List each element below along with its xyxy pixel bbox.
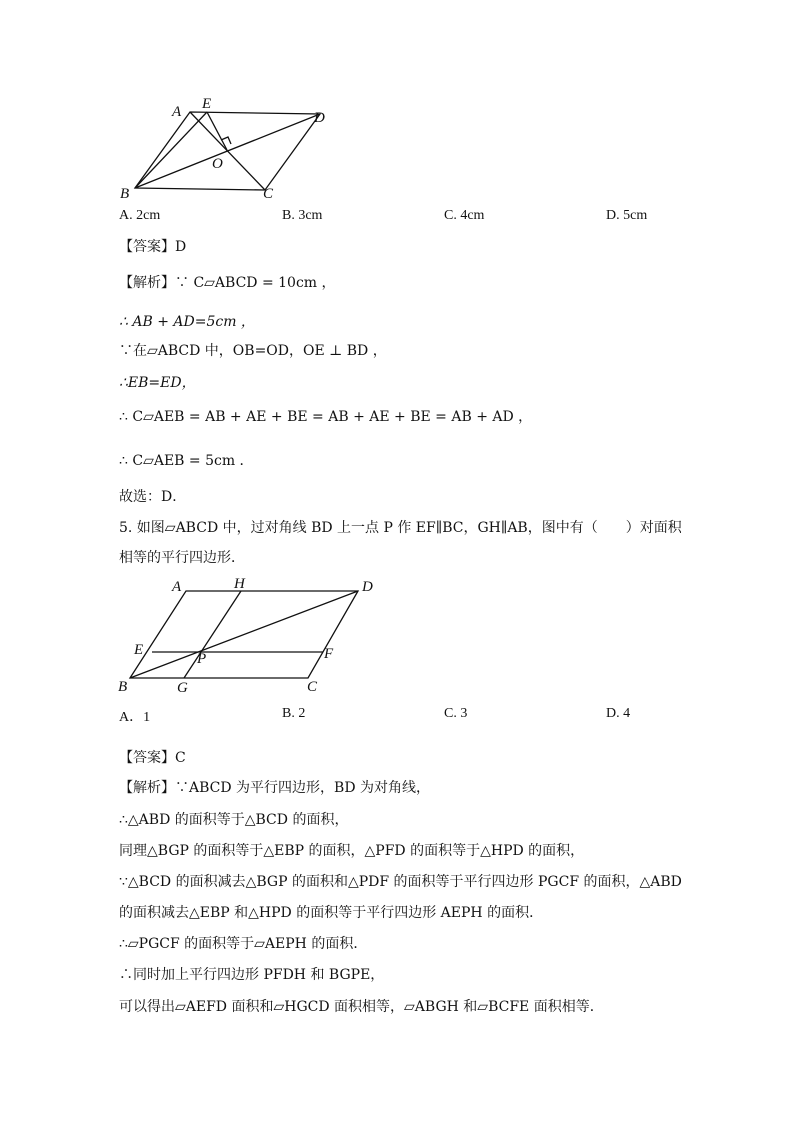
q5-analysis-line-5: 的面积减去△EBP 和△HPD 的面积等于平行四边形 AEPH 的面积．: [119, 905, 544, 921]
diagonal-ac: [190, 112, 265, 190]
q5-option-c: C. 3: [444, 706, 468, 721]
q4-analysis-line-3: ∵在▱ABCD 中，OB=OD，OE ⊥ BD ，: [119, 343, 387, 359]
label-o: O: [212, 156, 223, 172]
label-c: C: [263, 186, 274, 202]
figure-parallelogram-abcd-perpendicular: [110, 90, 360, 210]
q5-stem-line-2: 相等的平行四边形．: [119, 550, 245, 566]
label-b: B: [118, 679, 128, 695]
label-f: F: [324, 646, 334, 662]
q5-option-a: A．1: [119, 710, 151, 725]
q4-option-a: A. 2cm: [119, 208, 161, 223]
segment-oe: [207, 112, 227, 150]
label-a: A: [172, 104, 182, 120]
q5-option-d: D. 4: [606, 706, 631, 721]
q5-analysis-line-1: 【解析】∵ABCD 为平行四边形，BD 为对角线，: [119, 780, 431, 796]
q5-option-b: B. 2: [282, 706, 306, 721]
q4-analysis-line-1: 【解析】∵ C▱ABCD = 10cm ，: [119, 275, 336, 291]
q4-analysis-line-4: ∴EB=ED，: [119, 375, 196, 391]
label-e: E: [134, 642, 144, 658]
q4-option-d: D. 5cm: [606, 208, 648, 223]
label-c: C: [307, 679, 318, 695]
figure-parallelogram-efgh: [110, 574, 390, 698]
q4-analysis-line-2: ∴ AB + AD=5cm ，: [119, 314, 255, 330]
label-b: B: [120, 186, 130, 202]
label-e: E: [202, 96, 212, 112]
label-a: A: [172, 579, 182, 595]
label-g: G: [177, 680, 188, 696]
q5-stem-line-1: 5. 如图▱ABCD 中，过对角线 BD 上一点 P 作 EF∥BC，GH∥AB，图中有（ ）对面积: [119, 520, 682, 536]
q5-analysis-line-7: ∴同时加上平行四边形 PFDH 和 BGPE，: [119, 967, 385, 983]
q5-answer: 【答案】C: [119, 750, 186, 766]
q4-analysis-line-5: ∴ C▱AEB = AB + AE + BE = AB + AE + BE = AB + AD ，: [119, 409, 533, 425]
segment-gh: [184, 591, 241, 678]
q4-option-b: B. 3cm: [282, 208, 323, 223]
q5-analysis-line-6: ∴▱PGCF 的面积等于▱AEPH 的面积．: [119, 936, 368, 952]
q5-analysis-line-2: ∴△ABD 的面积等于△BCD 的面积，: [119, 812, 349, 828]
label-p: P: [197, 651, 207, 667]
q4-option-c: C. 4cm: [444, 208, 485, 223]
q5-analysis-line-4: ∵△BCD 的面积减去△BGP 的面积和△PDF 的面积等于平行四边形 PGCF 的面积，△ABD: [119, 874, 682, 890]
q4-analysis-line-6: ∴ C▱AEB = 5cm ．: [119, 453, 254, 469]
label-d: D: [362, 579, 373, 595]
diagonal-bd: [130, 591, 358, 678]
q5-analysis-line-8: 可以得出▱AEFD 面积和▱HGCD 面积相等，▱ABGH 和▱BCFE 面积相等．: [119, 999, 604, 1015]
q4-answer: 【答案】D: [119, 239, 187, 255]
q4-analysis-line-7: 故选：D．: [119, 489, 187, 505]
q5-analysis-line-3: 同理△BGP 的面积等于△EBP 的面积，△PFD 的面积等于△HPD 的面积，: [119, 843, 585, 859]
label-h: H: [234, 576, 245, 592]
label-d: D: [314, 110, 325, 126]
segment-be: [135, 112, 207, 188]
